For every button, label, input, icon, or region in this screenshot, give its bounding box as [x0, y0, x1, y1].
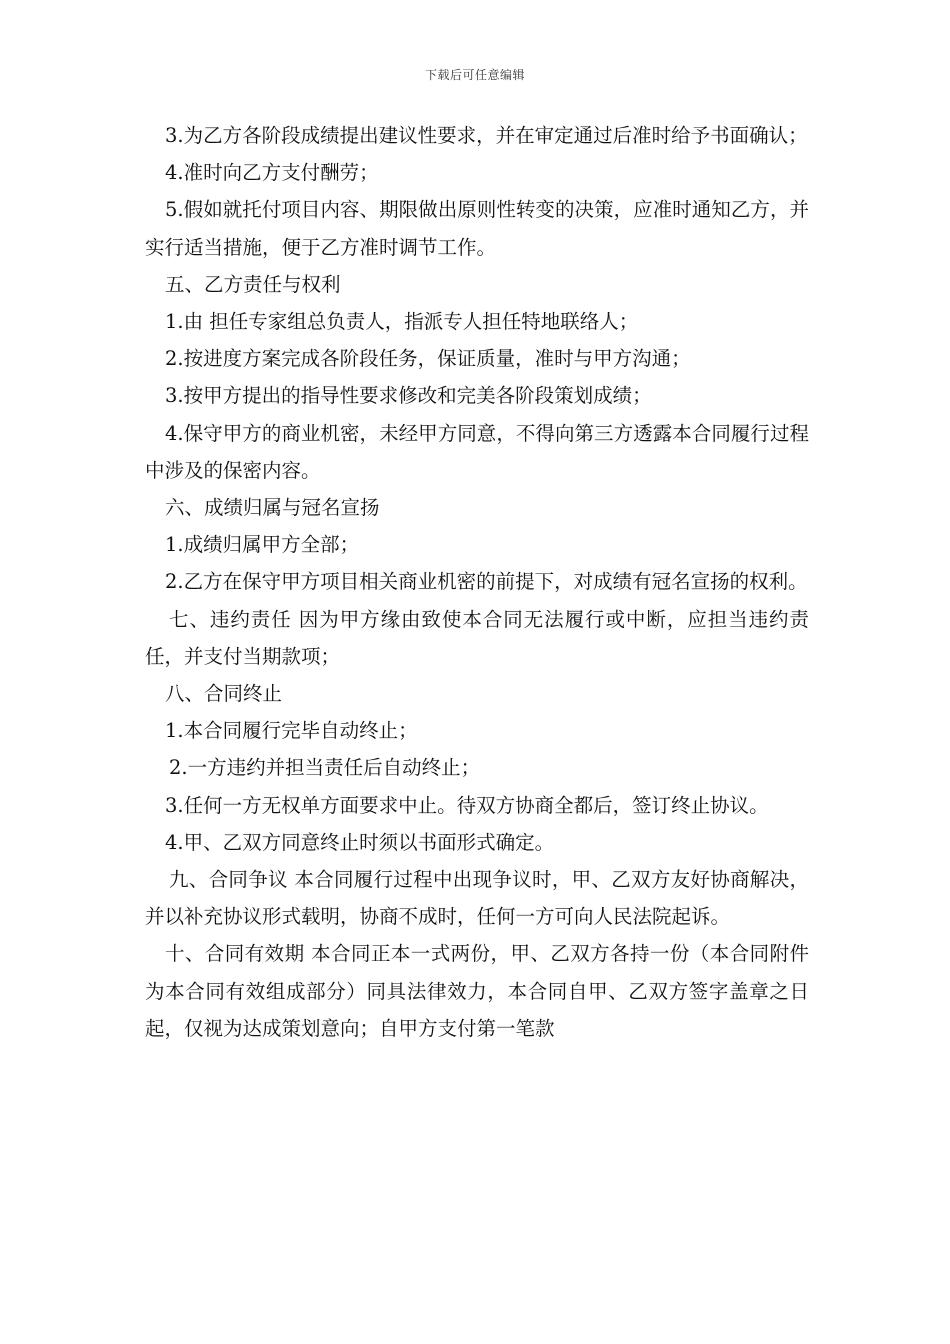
paragraph-clause-3: 3.为乙方各阶段成绩提出建议性要求，并在审定通过后准时给予书面确认；	[165, 124, 808, 147]
header-note: 下载后可任意编辑	[424, 68, 525, 82]
paragraph-section8-item-1: 1.本合同履行完毕自动终止；	[165, 719, 418, 743]
paragraph-clause-4: 4.准时向乙方支付酬劳；	[165, 161, 379, 185]
section-9-dispute: 九、合同争议 本合同履行过程中出现争议时，甲、乙双方友好协商解决，并以补充协议形式载明，协商不成时，任何一方可向人民法院起诉。	[145, 868, 809, 929]
paragraph-section5-item-4: 4.保守甲方的商业机密，未经甲方同意，不得向第三方透露本合同履行过程中涉及的保密内容。	[145, 421, 809, 482]
paragraph-section8-item-3: 3.任何一方无权单方面要求中止。待双方协商全都后，签订终止协议。	[165, 793, 769, 817]
paragraph-section5-item-1: 1.由 担任专家组总负责人，指派专人担任特地联络人；	[165, 310, 639, 334]
section-heading-8: 八、合同终止	[165, 682, 283, 706]
paragraph-section8-item-2: 2.一方违约并担当责任后自动终止；	[169, 756, 481, 780]
paragraph-section5-item-2: 2.按进度方案完成各阶段任务，保证质量，准时与甲方沟通；	[165, 347, 691, 371]
paragraph-clause-5: 5.假如就托付项目内容、期限做出原则性转变的决策，应准时通知乙方，并实行适当措施，便于乙方准时调节工作。	[145, 198, 809, 259]
section-10-validity: 十、合同有效期 本合同正本一式两份，甲、乙双方各持一份（本合同附件为本合同有效组成部分）同具法律效力，本合同自甲、乙双方签字盖章之日起，仅视为达成策划意向；自甲方支付第一笔款	[145, 942, 809, 1040]
section-heading-6: 六、成绩归属与冠名宣扬	[165, 496, 380, 520]
paragraph-section6-item-2: 2.乙方在保守甲方项目相关商业机密的前提下，对成绩有冠名宣扬的权利。	[165, 570, 808, 594]
paragraph-section6-item-1: 1.成绩归属甲方全部；	[165, 533, 360, 557]
section-heading-5: 五、乙方责任与权利	[165, 272, 341, 296]
document-body	[145, 117, 809, 1047]
paragraph-section8-item-4: 4.甲、乙双方同意终止时须以书面形式确定。	[165, 830, 555, 854]
paragraph-section5-item-3: 3.按甲方提出的指导性要求修改和完美各阶段策划成绩；	[165, 384, 652, 408]
section-7-breach-liability: 七、违约责任 因为甲方缘由致使本合同无法履行或中断，应担当违约责任，并支付当期款项；	[145, 607, 809, 668]
